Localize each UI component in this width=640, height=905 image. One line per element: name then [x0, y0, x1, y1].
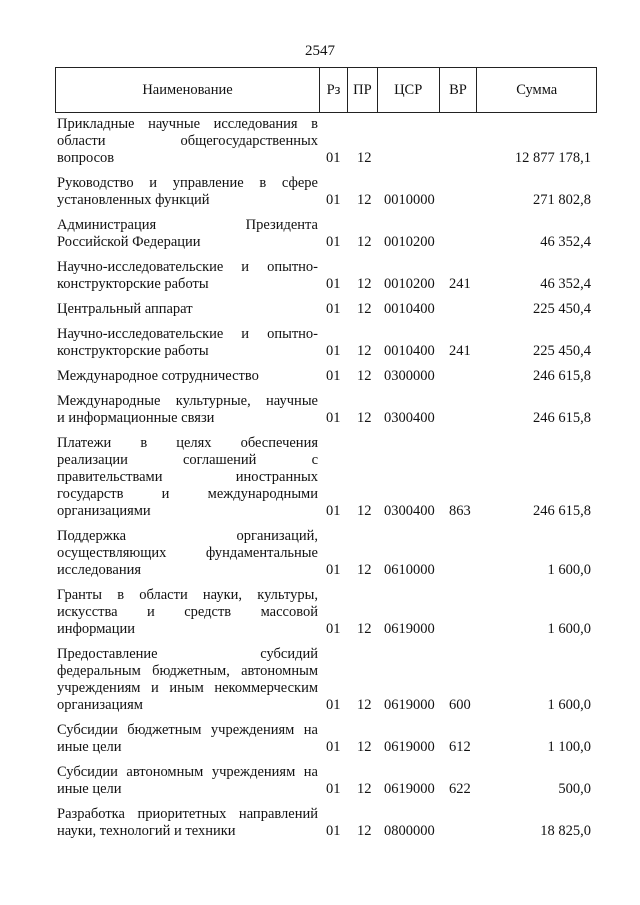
row-name — [57, 175, 318, 209]
row-pr: 12 — [357, 410, 372, 426]
row-sum: 12 877 178,1 — [514, 150, 591, 166]
header-pr: ПР — [348, 68, 378, 112]
table-row — [57, 368, 597, 385]
header-sum: Сумма — [516, 81, 558, 98]
row-csr: 0619000 — [384, 781, 435, 797]
row-csr: 0300000 — [384, 368, 435, 384]
page-number: 2547 — [305, 43, 335, 59]
row-pr: 12 — [357, 823, 372, 839]
row-pr: 12 — [357, 192, 372, 208]
row-rz: 01 — [326, 192, 341, 208]
row-name-line: государств и международными — [57, 486, 318, 502]
row-rz: 01 — [326, 823, 341, 839]
header-rz: Рз — [320, 68, 348, 112]
row-name — [57, 528, 318, 579]
row-sum: 225 450,4 — [533, 343, 591, 359]
row-rz: 01 — [326, 621, 341, 637]
row-vr: 241 — [449, 276, 471, 292]
row-csr: 0010400 — [384, 301, 435, 317]
row-name-line: конструкторские работы — [57, 343, 209, 359]
row-name-line: искусства и средств массовой — [57, 604, 318, 620]
table-row — [57, 722, 597, 756]
table-row — [57, 175, 597, 209]
row-name — [57, 259, 318, 293]
row-name-line: области общегосударственных — [57, 133, 318, 149]
row-sum: 246 615,8 — [533, 410, 591, 426]
row-csr: 0010200 — [384, 234, 435, 250]
row-vr: 622 — [449, 781, 471, 797]
row-rz: 01 — [326, 150, 341, 166]
table-row — [57, 806, 597, 840]
row-csr: 0800000 — [384, 823, 435, 839]
row-pr: 12 — [357, 621, 372, 637]
row-sum: 1 600,0 — [547, 697, 591, 713]
row-sum: 246 615,8 — [533, 368, 591, 384]
row-sum: 1 100,0 — [547, 739, 591, 755]
table-row — [57, 259, 597, 293]
row-name-line: Научно-исследовательские и опытно- — [57, 326, 318, 342]
row-sum: 18 825,0 — [540, 823, 591, 839]
row-csr: 0610000 — [384, 562, 435, 578]
row-name-line: Международное сотрудничество — [57, 368, 259, 384]
table-row — [57, 764, 597, 798]
row-rz: 01 — [326, 697, 341, 713]
row-csr: 0619000 — [384, 739, 435, 755]
row-pr: 12 — [357, 739, 372, 755]
row-csr: 0300400 — [384, 503, 435, 519]
row-name-line: и информационные связи — [57, 410, 215, 426]
row-name-line: Субсидии автономным учреждениям на — [57, 764, 318, 780]
row-name-line: науки, технологий и техники — [57, 823, 236, 839]
row-pr: 12 — [357, 503, 372, 519]
row-sum: 225 450,4 — [533, 301, 591, 317]
row-pr: 12 — [357, 234, 372, 250]
row-rz: 01 — [326, 781, 341, 797]
row-name-line: Администрация Президента — [57, 217, 318, 233]
row-name-line: организациями — [57, 503, 151, 519]
row-pr: 12 — [357, 562, 372, 578]
row-sum: 1 600,0 — [547, 562, 591, 578]
table-header — [55, 67, 597, 113]
table-row — [57, 435, 597, 520]
row-sum: 500,0 — [558, 781, 591, 797]
row-name-line: федеральным бюджетным, автономным — [57, 663, 318, 679]
row-name — [57, 301, 318, 318]
row-pr: 12 — [357, 276, 372, 292]
row-vr: 241 — [449, 343, 471, 359]
row-name-line: иные цели — [57, 739, 122, 755]
row-rz: 01 — [326, 739, 341, 755]
row-name-line: организациям — [57, 697, 143, 713]
row-name-line: Платежи в целях обеспечения — [57, 435, 318, 451]
row-sum: 246 615,8 — [533, 503, 591, 519]
row-pr: 12 — [357, 697, 372, 713]
row-pr: 12 — [357, 781, 372, 797]
row-pr: 12 — [357, 368, 372, 384]
row-name-line: Разработка приоритетных направлений — [57, 806, 318, 822]
table-row — [57, 646, 597, 714]
row-name — [57, 806, 318, 840]
row-name-line: вопросов — [57, 150, 115, 166]
row-name-line: Руководство и управление в сфере — [57, 175, 318, 191]
table-row — [57, 326, 597, 360]
row-pr: 12 — [357, 343, 372, 359]
row-csr: 0010000 — [384, 192, 435, 208]
header-csr: ЦСР — [378, 68, 440, 112]
row-rz: 01 — [326, 276, 341, 292]
row-name — [57, 116, 318, 167]
row-vr: 863 — [449, 503, 471, 519]
row-sum: 271 802,8 — [533, 192, 591, 208]
row-name-line: Гранты в области науки, культуры, — [57, 587, 318, 603]
row-name-line: Международные культурные, научные — [57, 393, 318, 409]
row-vr: 612 — [449, 739, 471, 755]
row-csr: 0619000 — [384, 621, 435, 637]
row-name-line: Предоставление субсидий — [57, 646, 318, 662]
row-rz: 01 — [326, 234, 341, 250]
row-name-line: Научно-исследовательские и опытно- — [57, 259, 318, 275]
row-name-line: учреждениям и иным некоммерческим — [57, 680, 318, 696]
row-name-line: реализации соглашений с — [57, 452, 318, 468]
row-name — [57, 326, 318, 360]
table-row — [57, 301, 597, 318]
row-name-line: Прикладные научные исследования в — [57, 116, 318, 132]
row-csr: 0010400 — [384, 343, 435, 359]
table-row — [57, 393, 597, 427]
row-sum: 46 352,4 — [540, 234, 591, 250]
row-csr: 0619000 — [384, 697, 435, 713]
row-name-line: Поддержка организаций, — [57, 528, 318, 544]
row-pr: 12 — [357, 301, 372, 317]
row-rz: 01 — [326, 343, 341, 359]
row-name-line: исследования — [57, 562, 142, 578]
row-rz: 01 — [326, 368, 341, 384]
row-name — [57, 764, 318, 798]
row-name — [57, 435, 318, 520]
row-name-line: Субсидии бюджетным учреждениям на — [57, 722, 318, 738]
row-sum: 46 352,4 — [540, 276, 591, 292]
row-name-line: Центральный аппарат — [57, 301, 193, 317]
row-name-line: конструкторские работы — [57, 276, 209, 292]
row-rz: 01 — [326, 503, 341, 519]
row-name-line: иные цели — [57, 781, 122, 797]
row-rz: 01 — [326, 410, 341, 426]
row-name — [57, 646, 318, 714]
table-body — [57, 116, 597, 840]
header-vr: ВР — [440, 68, 478, 112]
table-row — [57, 116, 597, 167]
table-row — [57, 217, 597, 251]
row-name-line: осуществляющих фундаментальные — [57, 545, 318, 561]
table-row — [57, 587, 597, 638]
row-sum: 1 600,0 — [547, 621, 591, 637]
table-row — [57, 528, 597, 579]
row-rz: 01 — [326, 301, 341, 317]
row-name — [57, 393, 318, 427]
row-name-line: информации — [57, 621, 135, 637]
row-rz: 01 — [326, 562, 341, 578]
row-name — [57, 722, 318, 756]
row-name — [57, 587, 318, 638]
row-pr: 12 — [357, 150, 372, 166]
row-name-line: правительствами иностранных — [57, 469, 318, 485]
row-vr: 600 — [449, 697, 471, 713]
row-name — [57, 217, 318, 251]
row-name — [57, 368, 318, 385]
header-name: Наименование — [56, 68, 320, 112]
row-name-line: Российской Федерации — [57, 234, 201, 250]
row-csr: 0300400 — [384, 410, 435, 426]
row-name-line: установленных функций — [57, 192, 210, 208]
row-csr: 0010200 — [384, 276, 435, 292]
